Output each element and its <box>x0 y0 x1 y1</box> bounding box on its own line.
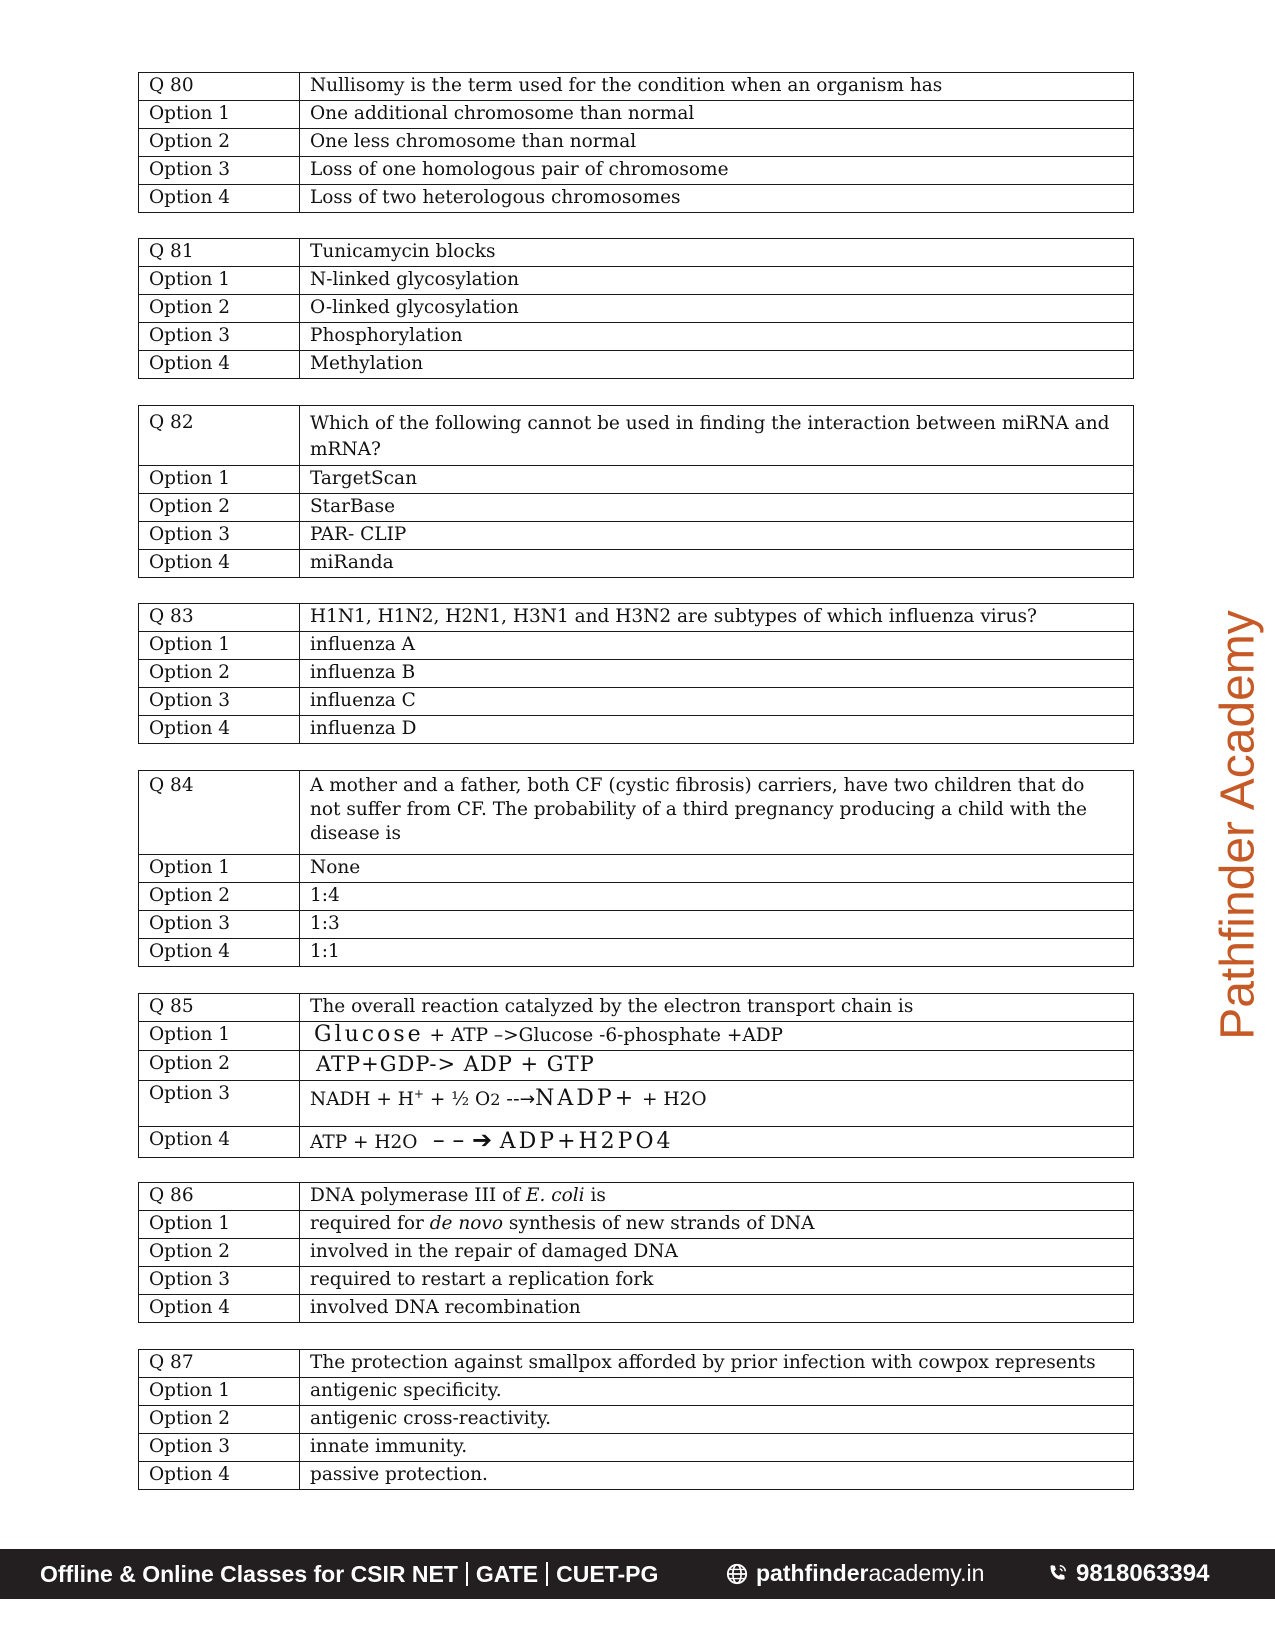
nadp-formula: NADP+ <box>535 1086 637 1112</box>
option-label: Option 3 <box>139 522 300 550</box>
question-row <box>139 73 1134 101</box>
option-text: 1:3 <box>300 911 1134 939</box>
tagline-part: CUET-PG <box>556 1561 659 1587</box>
tagline-part: GATE <box>475 1561 539 1587</box>
option-text <box>300 1022 1134 1051</box>
question-text: Nullisomy is the term used for the condition when an organism has <box>300 73 1134 101</box>
equation-part: + H2O <box>636 1089 707 1111</box>
question-table-q80 <box>138 72 1134 213</box>
option-label: Option 2 <box>139 295 300 323</box>
option-label: Option 4 <box>139 550 300 578</box>
equation-part: + ½ O <box>423 1089 491 1111</box>
arrow-icon: – – ➔ <box>417 1126 500 1154</box>
question-text <box>300 1183 1134 1211</box>
option-label: Option 4 <box>139 1462 300 1490</box>
phone-number: 9818063394 <box>1076 1560 1210 1587</box>
option-label: Option 2 <box>139 129 300 157</box>
option-text: involved in the repair of damaged DNA <box>300 1239 1134 1267</box>
option-text <box>300 1051 1134 1081</box>
option-row <box>139 688 1134 716</box>
option-label: Option 3 <box>139 157 300 185</box>
option-label: Option 1 <box>139 632 300 660</box>
question-table-q86 <box>138 1182 1134 1323</box>
option-text: antigenic specificity. <box>300 1378 1134 1406</box>
option-row <box>139 494 1134 522</box>
option-row <box>139 660 1134 688</box>
option-text: passive protection. <box>300 1462 1134 1490</box>
question-number: Q 84 <box>139 771 300 855</box>
option-label: Option 3 <box>139 911 300 939</box>
option-row <box>139 522 1134 550</box>
equation-text: ATP+GDP-> ADP + GTP <box>316 1052 595 1076</box>
option-text-rest: + ATP –>Glucose -6-phosphate +ADP <box>423 1025 783 1046</box>
option-label: Option 2 <box>139 660 300 688</box>
option-row <box>139 1295 1134 1323</box>
option-text: 1:4 <box>300 883 1134 911</box>
option-text <box>300 1127 1134 1158</box>
option-label: Option 4 <box>139 351 300 379</box>
option-label: Option 3 <box>139 323 300 351</box>
option-label: Option 1 <box>139 267 300 295</box>
option-label: Option 1 <box>139 1022 300 1051</box>
footer-website[interactable] <box>726 1560 984 1587</box>
option-row <box>139 1051 1134 1081</box>
question-row <box>139 239 1134 267</box>
option-text: O-linked glycosylation <box>300 295 1134 323</box>
question-number: Q 85 <box>139 994 300 1022</box>
option-label: Option 1 <box>139 1378 300 1406</box>
option-row <box>139 351 1134 379</box>
option-row <box>139 1127 1134 1158</box>
option-label: Option 3 <box>139 1267 300 1295</box>
option-label: Option 2 <box>139 1239 300 1267</box>
option-label: Option 3 <box>139 1434 300 1462</box>
option-label: Option 1 <box>139 466 300 494</box>
option-text <box>300 1081 1134 1127</box>
question-row <box>139 1183 1134 1211</box>
option-label: Option 4 <box>139 1295 300 1323</box>
option-row <box>139 939 1134 967</box>
divider <box>546 1562 548 1586</box>
option-row <box>139 129 1134 157</box>
option-text: influenza A <box>300 632 1134 660</box>
watermark: Pathfinder Academy <box>1211 610 1265 1040</box>
option-row <box>139 1378 1134 1406</box>
option-row <box>139 1267 1134 1295</box>
option-label: Option 3 <box>139 1081 300 1127</box>
option-label: Option 3 <box>139 688 300 716</box>
option-text: influenza D <box>300 716 1134 744</box>
option-label: Option 1 <box>139 101 300 129</box>
question-text: Which of the following cannot be used in finding the interaction between miRNA and mRNA? <box>300 406 1134 466</box>
option-row <box>139 1211 1134 1239</box>
option-text: Phosphorylation <box>300 323 1134 351</box>
option-label: Option 2 <box>139 1051 300 1081</box>
option-row <box>139 323 1134 351</box>
question-table-q85 <box>138 993 1134 1158</box>
option-text: One less chromosome than normal <box>300 129 1134 157</box>
option-label: Option 1 <box>139 855 300 883</box>
option-text: None <box>300 855 1134 883</box>
option-text: innate immunity. <box>300 1434 1134 1462</box>
option-label: Option 4 <box>139 1127 300 1158</box>
option-label: Option 2 <box>139 1406 300 1434</box>
question-text: The protection against smallpox afforded by prior infection with cowpox represents <box>300 1350 1134 1378</box>
question-number: Q 86 <box>139 1183 300 1211</box>
option-text: Methylation <box>300 351 1134 379</box>
species-name: E. coli <box>525 1185 585 1206</box>
equation-part: ATP + H2O <box>310 1132 418 1153</box>
option-row <box>139 185 1134 213</box>
option-row <box>139 1081 1134 1127</box>
option-text: N-linked glycosylation <box>300 267 1134 295</box>
option-row <box>139 716 1134 744</box>
option-label: Option 4 <box>139 185 300 213</box>
option-label: Option 4 <box>139 716 300 744</box>
subscript: 2 <box>490 1090 501 1110</box>
question-text: A mother and a father, both CF (cystic fibrosis) carriers, have two children that do not suffer from CF. The probability of a third pregnancy producing a child with the disease is <box>300 771 1134 855</box>
option-row <box>139 855 1134 883</box>
option-text: StarBase <box>300 494 1134 522</box>
website-light: academy.in <box>868 1560 985 1586</box>
option-text: influenza C <box>300 688 1134 716</box>
option-row <box>139 157 1134 185</box>
question-text: The overall reaction catalyzed by the electron transport chain is <box>300 994 1134 1022</box>
footer-phone[interactable] <box>1046 1560 1209 1588</box>
question-row <box>139 994 1134 1022</box>
option-row <box>139 101 1134 129</box>
option-label: Option 2 <box>139 883 300 911</box>
option-label: Option 1 <box>139 1211 300 1239</box>
footer-bar <box>0 1549 1275 1599</box>
option-text: antigenic cross-reactivity. <box>300 1406 1134 1434</box>
option-text-part: synthesis of new strands of DNA <box>503 1213 815 1234</box>
option-row <box>139 1406 1134 1434</box>
question-table-q81 <box>138 238 1134 379</box>
option-text: PAR- CLIP <box>300 522 1134 550</box>
question-row <box>139 604 1134 632</box>
globe-icon <box>726 1563 748 1585</box>
phone-icon <box>1046 1563 1068 1585</box>
option-row <box>139 466 1134 494</box>
option-text: required to restart a replication fork <box>300 1267 1134 1295</box>
adp-formula: ADP+H2PO4 <box>499 1129 674 1154</box>
option-row <box>139 550 1134 578</box>
question-text: H1N1, H1N2, H2N1, H3N1 and H3N2 are subtypes of which influenza virus? <box>300 604 1134 632</box>
question-table-q84 <box>138 770 1134 967</box>
option-row <box>139 1462 1134 1490</box>
question-table-q87 <box>138 1349 1134 1490</box>
option-text: TargetScan <box>300 466 1134 494</box>
question-text-part: is <box>584 1185 606 1206</box>
option-text: One additional chromosome than normal <box>300 101 1134 129</box>
question-text: Tunicamycin blocks <box>300 239 1134 267</box>
option-text <box>300 1211 1134 1239</box>
question-number: Q 82 <box>139 406 300 466</box>
question-text-part: DNA polymerase III of <box>310 1185 526 1206</box>
question-table-q83 <box>138 603 1134 744</box>
arrow-icon: --→ <box>500 1089 536 1111</box>
question-number: Q 80 <box>139 73 300 101</box>
option-text: involved DNA recombination <box>300 1295 1134 1323</box>
option-text: Loss of one homologous pair of chromosome <box>300 157 1134 185</box>
question-number: Q 81 <box>139 239 300 267</box>
tagline-part: Offline & Online Classes for CSIR NET <box>40 1561 458 1587</box>
question-row <box>139 1350 1134 1378</box>
option-row <box>139 1434 1134 1462</box>
footer-tagline <box>40 1561 658 1588</box>
option-label: Option 2 <box>139 494 300 522</box>
question-number: Q 83 <box>139 604 300 632</box>
option-row <box>139 295 1134 323</box>
option-text: influenza B <box>300 660 1134 688</box>
option-row <box>139 911 1134 939</box>
option-row <box>139 1022 1134 1051</box>
option-text-emphasis: de novo <box>429 1213 504 1234</box>
option-row <box>139 267 1134 295</box>
option-row <box>139 1239 1134 1267</box>
option-text-part: required for <box>310 1213 430 1234</box>
website-bold: pathfinder <box>756 1560 869 1586</box>
option-label: Option 4 <box>139 939 300 967</box>
option-row <box>139 883 1134 911</box>
option-text: Loss of two heterologous chromosomes <box>300 185 1134 213</box>
question-table-q82 <box>138 405 1134 578</box>
divider <box>466 1562 468 1586</box>
question-row <box>139 406 1134 466</box>
superscript: + <box>413 1087 424 1101</box>
option-text: 1:1 <box>300 939 1134 967</box>
question-row <box>139 771 1134 855</box>
option-row <box>139 632 1134 660</box>
glucose-formula: Glucose <box>314 1022 424 1047</box>
option-text: miRanda <box>300 550 1134 578</box>
equation-part: NADH + H <box>310 1089 414 1111</box>
question-number: Q 87 <box>139 1350 300 1378</box>
